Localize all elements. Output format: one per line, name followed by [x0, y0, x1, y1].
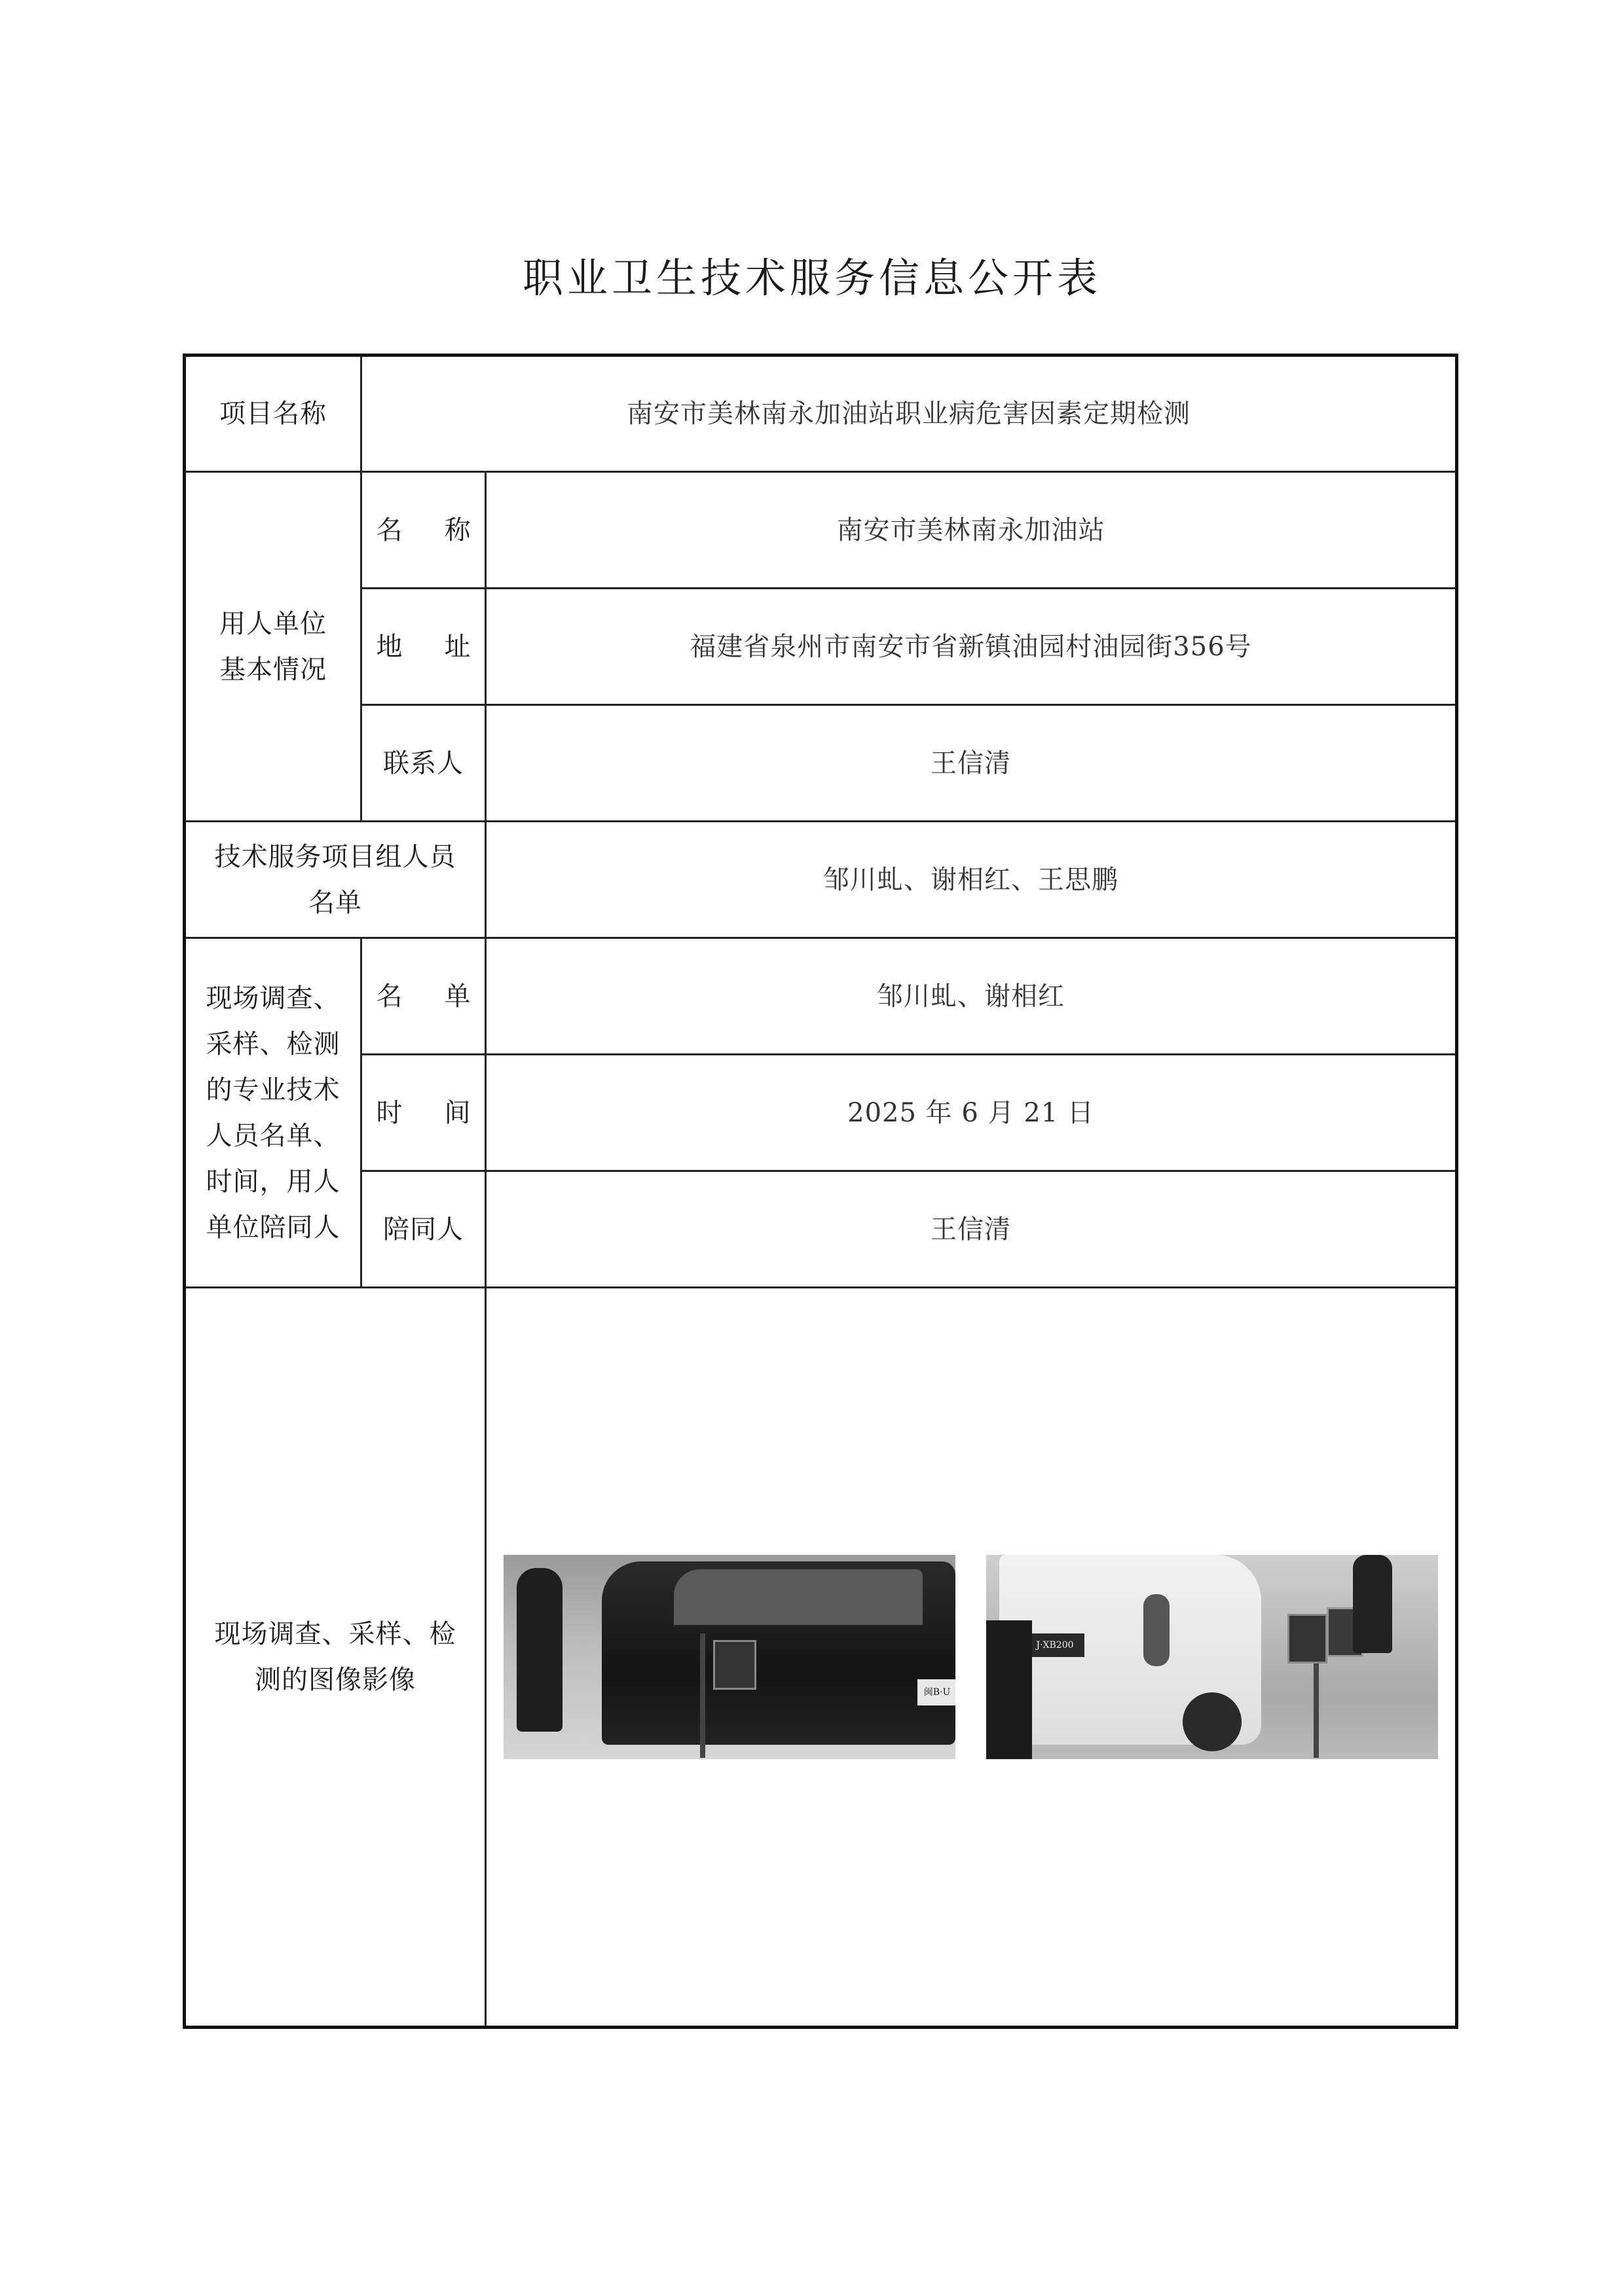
images-label-line1: 现场调查、采样、检: [214, 1619, 456, 1649]
info-table: [183, 354, 1458, 2029]
license-plate: 闽B·U: [917, 1679, 955, 1705]
survey-list-label-a: 名: [376, 981, 403, 1011]
employer-contact-row: [185, 705, 1457, 822]
employer-label: [185, 472, 361, 822]
team-label-line1: 技术服务项目组人员: [214, 841, 456, 872]
site-photo-van: [986, 1555, 1438, 1759]
team-row: [185, 822, 1457, 938]
survey-escort-row: [185, 1171, 1457, 1288]
employer-label-line1: 用人单位: [219, 608, 327, 639]
person-shape: [517, 1568, 563, 1732]
team-label-line2: 名单: [308, 887, 362, 918]
survey-label-line: 人员名单、: [206, 1120, 341, 1151]
employer-name-value: 南安市美林南永加油站: [486, 472, 1457, 589]
person-shape: [1353, 1555, 1392, 1653]
employer-address-label-a: 地: [376, 631, 403, 662]
employer-address-value: 福建省泉州市南安市省新镇油园村油园街356号: [486, 589, 1457, 705]
images-cell: [486, 1288, 1457, 2028]
survey-escort-value: 王信清: [486, 1171, 1457, 1288]
employer-name-label-a: 名: [376, 515, 403, 545]
sampling-device: [1287, 1614, 1327, 1664]
survey-list-row: [185, 938, 1457, 1055]
project-row: [185, 355, 1457, 472]
license-plate: J·XB200: [1025, 1633, 1084, 1657]
images-row: [185, 1288, 1457, 2028]
images-label-line2: 测的图像影像: [255, 1665, 416, 1695]
photo-row: [487, 1555, 1455, 1759]
survey-label-line: 的专业技术: [206, 1074, 341, 1105]
employer-name-label-b: 称: [444, 515, 471, 545]
survey-escort-label: 陪同人: [361, 1171, 486, 1288]
survey-label-line: 采样、检测: [206, 1029, 341, 1059]
employer-name-row: [185, 472, 1457, 589]
survey-label: [185, 938, 361, 1288]
employer-contact-value: 王信清: [486, 705, 1457, 822]
project-value: 南安市美林南永加油站职业病危害因素定期检测: [361, 355, 1457, 472]
survey-label-line: 单位陪同人: [206, 1212, 341, 1243]
site-photo-sedan: [504, 1555, 955, 1759]
survey-list-label: [361, 938, 486, 1055]
employer-label-line2: 基本情况: [219, 654, 327, 685]
team-value: 邹川虬、谢相红、王思鹏: [486, 822, 1457, 938]
employer-contact-label: 联系人: [361, 705, 486, 822]
survey-time-value: 2025 年 6 月 21 日: [486, 1055, 1457, 1171]
employer-address-label: [361, 589, 486, 705]
employer-address-label-b: 址: [444, 631, 471, 662]
tripod-shape: [700, 1633, 705, 1758]
survey-time-label-a: 时: [376, 1097, 403, 1128]
document-title: 职业卫生技术服务信息公开表: [522, 254, 1101, 302]
survey-label-line: 现场调查、: [206, 983, 341, 1013]
employer-address-row: [185, 589, 1457, 705]
survey-time-row: [185, 1055, 1457, 1171]
employer-name-label: [361, 472, 486, 589]
survey-time-label-b: 间: [444, 1097, 471, 1128]
survey-label-line: 时间，用人: [206, 1166, 341, 1197]
project-label: 项目名称: [185, 355, 361, 472]
images-label: [185, 1288, 486, 2028]
survey-list-value: 邹川虬、谢相红: [486, 938, 1457, 1055]
survey-list-label-b: 单: [444, 981, 471, 1011]
team-label: [185, 822, 486, 938]
survey-time-label: [361, 1055, 486, 1171]
sampling-device: [713, 1640, 756, 1690]
